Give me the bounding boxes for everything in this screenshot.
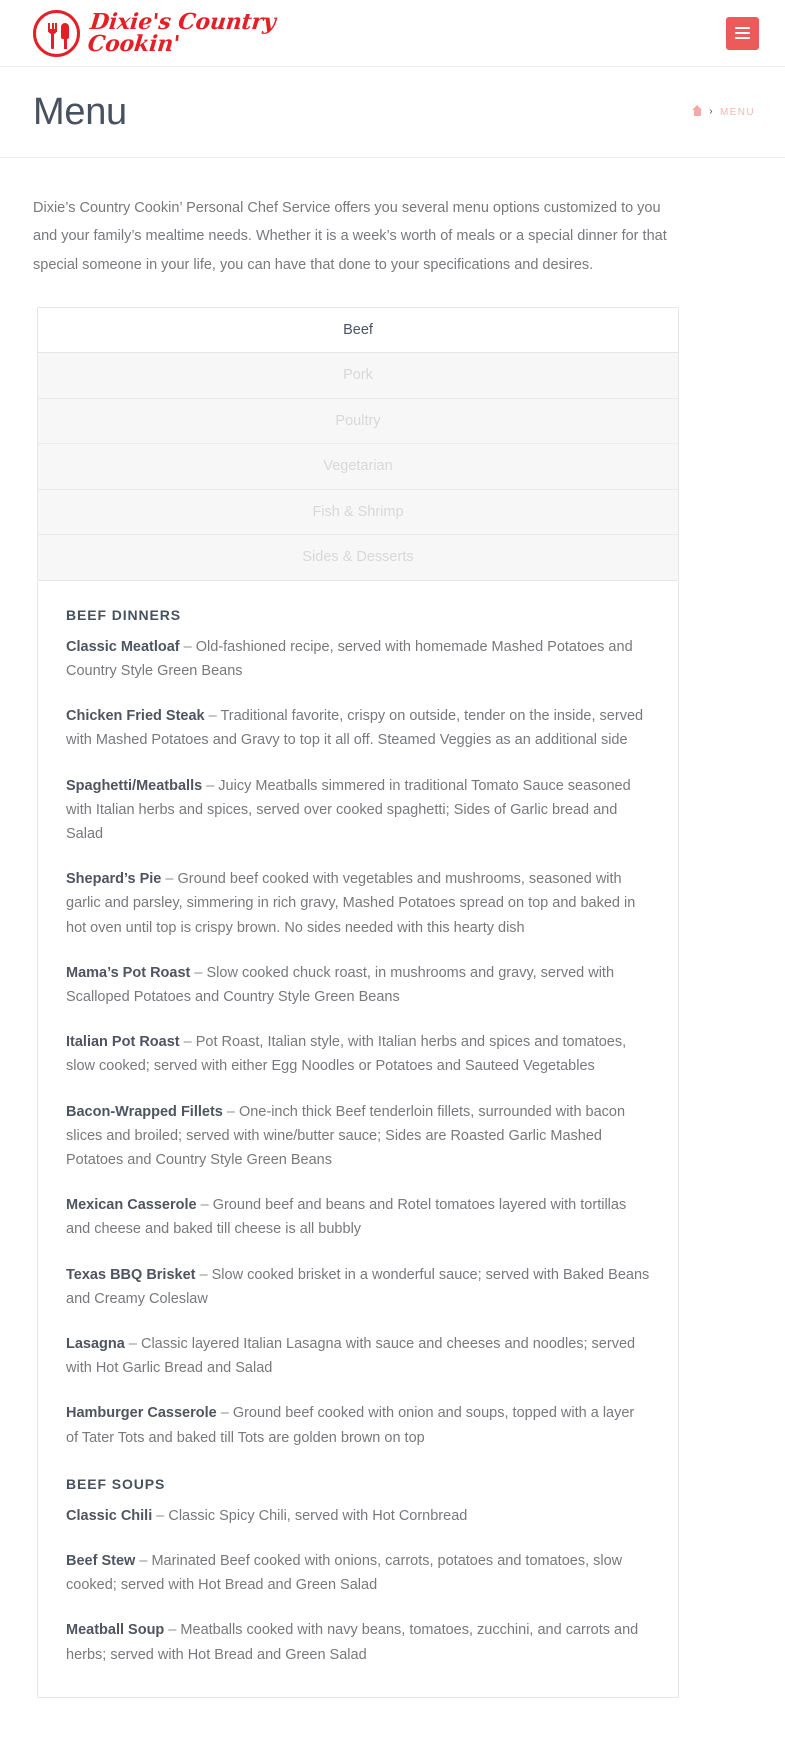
menu-item [66,1401,650,1449]
menu-item-name: Beef Stew [66,1553,136,1570]
menu-item [66,1030,650,1078]
menu-item-description: Classic layered Italian Lasagna with sauce and cheeses and noodles; served with Hot Garlic Bread and Salad [66,1336,636,1377]
menu-item-name: Classic Chili [66,1507,153,1524]
menu-item [66,1100,650,1173]
menu-item-dash: – [124,1336,141,1353]
page-title: Menu [33,91,127,133]
menu-item [66,704,650,752]
menu-item-name: Italian Pot Roast [66,1034,180,1051]
menu-item [66,867,650,940]
menu-item [66,1618,650,1666]
menu-item-description: Juicy Meatballs simmered in traditional Tomato Sauce seasoned with Italian herbs and spices, served over cooked spaghetti; Sides of Garlic bread and Salad [66,777,631,843]
menu-item-dash: – [152,1507,169,1524]
menu-item-description: One-inch thick Beef tenderloin fillets, surrounded with bacon slices and broiled; served with wine/butter sauce; Sides are Roasted Garlic Mashed Potatoes and Country Style Green Beans [66,1103,626,1169]
tab-pork[interactable]: Pork [38,353,678,399]
menu-category-tabs [37,307,679,581]
menu-item-dash: – [202,777,219,794]
breadcrumb [692,105,755,119]
brand-line-1: Dixie's Country [88,8,277,35]
menu-item-description: Ground beef cooked with onion and soups, topped with a layer of Tater Tots and baked till Tots are golden brown on top [66,1405,635,1446]
menu-item-name: Hamburger Casserole [66,1405,217,1422]
intro-paragraph: Dixie’s Country Cookin’ Personal Chef Service offers you several menu options customized to you and your family’s mealtime needs. Whether it is a week’s worth of meals or a special dinner for that special someone in your life, you can have that done to your specifications and desires. [33,200,667,273]
menu-item-dash: – [196,1197,213,1214]
hamburger-menu-icon[interactable] [726,17,759,50]
tab-vegetarian[interactable]: Vegetarian [38,444,678,490]
menu-item-name: Meatball Soup [66,1622,165,1639]
breadcrumb-current: MENU [719,106,755,118]
fork-and-knife-circle-icon [33,10,80,57]
menu-item-description: Marinated Beef cooked with onions, carrots, potatoes and tomatoes, slow cooked; served with Hot Bread and Green Salad [66,1553,623,1594]
menu-item-dash: – [195,1266,212,1283]
breadcrumb-separator: › [709,106,714,117]
menu-item-description: Ground beef and beans and Rotel tomatoes layered with tortillas and cheese and baked till cheese is all bubbly [66,1197,627,1238]
menu-item-name: Classic Meatloaf [66,638,180,655]
home-icon [692,105,703,116]
tab-sides-desserts[interactable]: Sides & Desserts [38,535,678,580]
menu-item [66,1193,650,1241]
site-header [0,0,785,67]
menu-item-description: Classic Spicy Chili, served with Hot Cornbread [168,1507,468,1524]
menu-item [66,1332,650,1380]
breadcrumb-home-link[interactable] [692,105,703,119]
menu-item-name: Texas BBQ Brisket [66,1266,196,1283]
menu-item-dash: – [204,708,221,725]
menu-item [66,1504,650,1528]
menu-item-dash: – [179,1034,196,1051]
page-title-bar [0,67,785,158]
menu-item-dash: – [216,1405,233,1422]
tab-poultry[interactable]: Poultry [38,399,678,445]
menu-item-name: Chicken Fried Steak [66,708,205,725]
menu-item-dash: – [190,964,207,981]
menu-item-name: Lasagna [66,1336,125,1353]
menu-item-description: Slow cooked brisket in a wonderful sauce; served with Baked Beans and Creamy Coleslaw [66,1266,650,1307]
menu-item-dash: – [161,871,178,888]
menu-item [66,635,650,683]
menu-item-description: Slow cooked chuck roast, in mushrooms and gravy, served with Scalloped Potatoes and Country Style Green Beans [66,964,615,1006]
menu-item-description: Meatballs cooked with navy beans, tomatoes, zucchini, and carrots and herbs; served with Hot Bread and Green Salad [66,1622,639,1663]
menu-tab-panel [37,581,679,1698]
menu-item-dash: – [222,1103,239,1120]
brand-line-2: Cookin' [86,31,182,57]
menu-item-description: Old-fashioned recipe, served with homemade Mashed Potatoes and Country Style Green Beans [66,638,633,679]
menu-item [66,774,650,847]
menu-item-dash: – [179,638,196,655]
menu-item-name: Mama’s Pot Roast [66,964,191,981]
section-heading: BEEF DINNERS [66,606,182,623]
menu-item-name: Spaghetti/Meatballs [66,777,203,794]
tab-fish-shrimp[interactable]: Fish & Shrimp [38,490,678,536]
menu-item [66,1263,650,1311]
main-content [0,158,785,1698]
menu-item-name: Bacon-Wrapped Fillets [66,1103,223,1120]
menu-item-name: Shepard’s Pie [66,871,162,888]
menu-item-description: Pot Roast, Italian style, with Italian herbs and spices and tomatoes, slow cooked; served with either Egg Noodles or Potatoes and Sauteed Vegetables [66,1034,627,1075]
brand-logo-link[interactable] [33,8,277,57]
menu-item-dash: – [164,1622,181,1639]
menu-item [66,961,650,1009]
section-heading: BEEF SOUPS [66,1475,166,1492]
hamburger-bar-2 [735,32,750,34]
menu-item-name: Mexican Casserole [66,1197,197,1214]
menu-item-description: Traditional favorite, crispy on outside, tender on the inside, served with Mashed Potatoes and Gravy to top it all off. Steamed Veggies as an additional side [66,708,644,749]
menu-item [66,1549,650,1597]
tab-beef[interactable]: Beef [38,308,678,354]
menu-item-description: Ground beef cooked with vegetables and mushrooms, seasoned with garlic and parsley, simmering in rich gravy, Mashed Potatoes spread on top and baked in hot oven until top is crispy brown. No sides needed with this hearty dish [66,871,636,936]
hamburger-bar-3 [735,37,750,39]
brand-wordmark [86,8,277,57]
menu-item-dash: – [135,1553,152,1570]
hamburger-bar-1 [735,27,750,29]
